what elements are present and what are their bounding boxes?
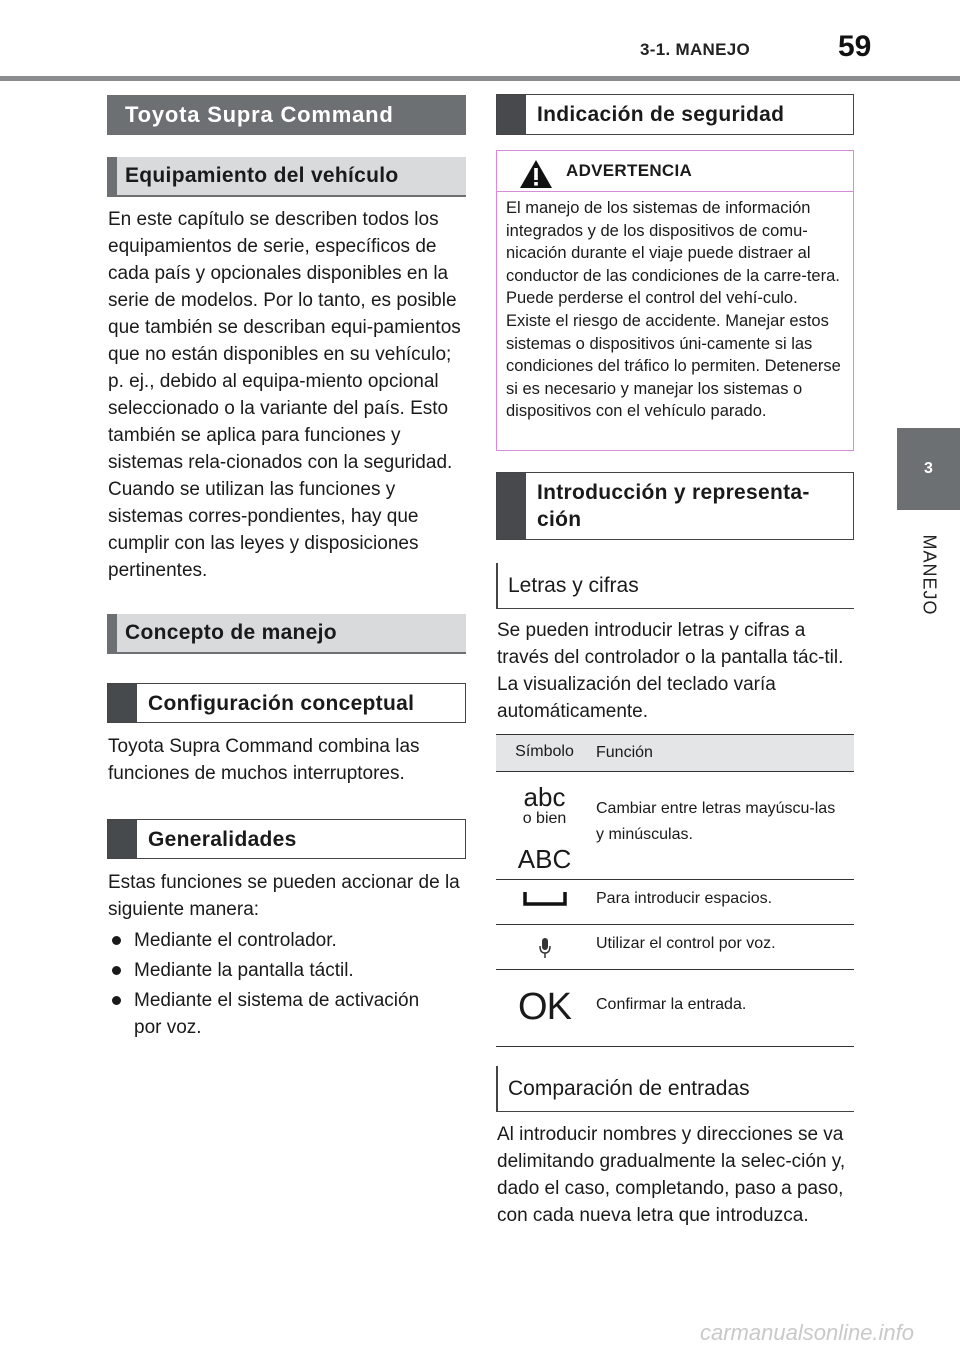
chapter-tab-label-text: MANEJO	[919, 534, 939, 616]
main-title: Toyota Supra Command	[107, 95, 466, 135]
heading-general-text: Generalidades	[148, 827, 297, 851]
page-number: 59	[838, 30, 872, 63]
microphone-icon	[496, 937, 593, 964]
heading-config-text: Configuración conceptual	[148, 691, 415, 715]
table-header	[496, 735, 854, 772]
method-list	[108, 927, 448, 1044]
list-item: Mediante la pantalla táctil.	[108, 957, 448, 984]
heading-intro-text: Introducción y representa-ción	[537, 481, 810, 531]
heading-general	[107, 819, 466, 859]
chapter-tab-number: 3	[897, 428, 960, 510]
heading-equipment: Equipamiento del vehículo	[107, 157, 466, 197]
letters-text: Se pueden introducir letras y cifras a través del controlador o la pantalla tác-til. La visualización del teclado varía automáticamente.	[497, 620, 844, 722]
col-symbol-header: Símbolo	[515, 743, 574, 760]
heading-config	[107, 683, 466, 723]
heading-intro	[496, 472, 854, 540]
microphone-symbol	[538, 937, 552, 959]
heading-bar	[108, 820, 137, 858]
heading-bar	[108, 684, 137, 722]
list-item: Mediante el controlador.	[108, 927, 448, 954]
symbol-or: o bien	[522, 810, 567, 827]
function-text: Confirmar la entrada.	[596, 996, 747, 1013]
table-row	[496, 970, 854, 1047]
space-symbol	[523, 892, 567, 906]
symbol-abc-upper: ABC	[517, 844, 572, 874]
col-function-header: Función	[596, 744, 653, 761]
function-text: Cambiar entre letras mayúscu-las y minúsculas.	[596, 800, 836, 843]
chapter-tab-label	[897, 515, 960, 635]
heading-comparison: Comparación de entradas	[496, 1066, 854, 1112]
equipment-text: En este capítulo se describen todos los equipamientos de serie, específicos de cada país y opcionales disponibles en la serie de modelos. Por lo tanto, es posible que también se describan equi-pamientos que no están disponibles en su vehículo; p. ej., debido al equipa-miento opcional seleccionado o la variante del país. Esto también se aplica para funciones y sistemas rela-cionados con la seguridad. Cuando se utilizan las funciones y sistemas corres-pondientes, hay que cumplir con las leyes y disposiciones pertinentes.	[108, 209, 461, 581]
function-text: Para introducir espacios.	[596, 890, 773, 907]
heading-safety-text: Indicación de seguridad	[537, 103, 785, 126]
general-text: Estas funciones se pueden accionar de la siguiente manera:	[108, 872, 460, 920]
symbol-table	[496, 734, 854, 1047]
watermark: carmanualsonline.info	[700, 1320, 915, 1345]
heading-letters: Letras y cifras	[496, 563, 854, 609]
symbol-ok: OK	[518, 986, 571, 1028]
warning-title: ADVERTENCIA	[566, 161, 693, 180]
table-row	[496, 880, 854, 925]
heading-bar	[497, 473, 526, 539]
table-row	[496, 772, 854, 880]
space-icon	[496, 892, 593, 911]
function-text: Utilizar el control por voz.	[596, 935, 776, 952]
symbol-abc-lower: abc	[523, 782, 566, 812]
heading-safety	[496, 94, 854, 135]
heading-concept: Concepto de manejo	[107, 614, 466, 654]
warning-box	[496, 150, 854, 451]
heading-bar	[497, 95, 526, 134]
list-item: Mediante el sistema de activación por voz.	[108, 987, 448, 1041]
config-text: Toyota Supra Command combina las funciones de muchos interruptores.	[108, 736, 420, 784]
warning-text: El manejo de los sistemas de información integrados y de los dispositivos de comu-nicación durante el viaje puede distraer al conductor de las condiciones de la carre-tera. Puede perderse el control del vehí-culo. Existe el riesgo de accidente. Manejar estos sistemas o dispositivos úni-camente si las condiciones del tráfico lo permiten. Detenerse si es necesario y manejar los sistemas o dispositivos con el vehículo parado.	[506, 199, 841, 421]
header-rule	[0, 76, 960, 81]
warning-triangle-icon	[519, 159, 553, 189]
table-row	[496, 925, 854, 970]
section-title: 3-1. MANEJO	[640, 40, 751, 59]
comparison-text: Al introducir nombres y direcciones se va delimitando gradualmente la selec-ción y, dado el caso, completando, paso a paso, con cada nueva letra que introduzca.	[497, 1124, 846, 1226]
warning-header	[497, 151, 853, 192]
